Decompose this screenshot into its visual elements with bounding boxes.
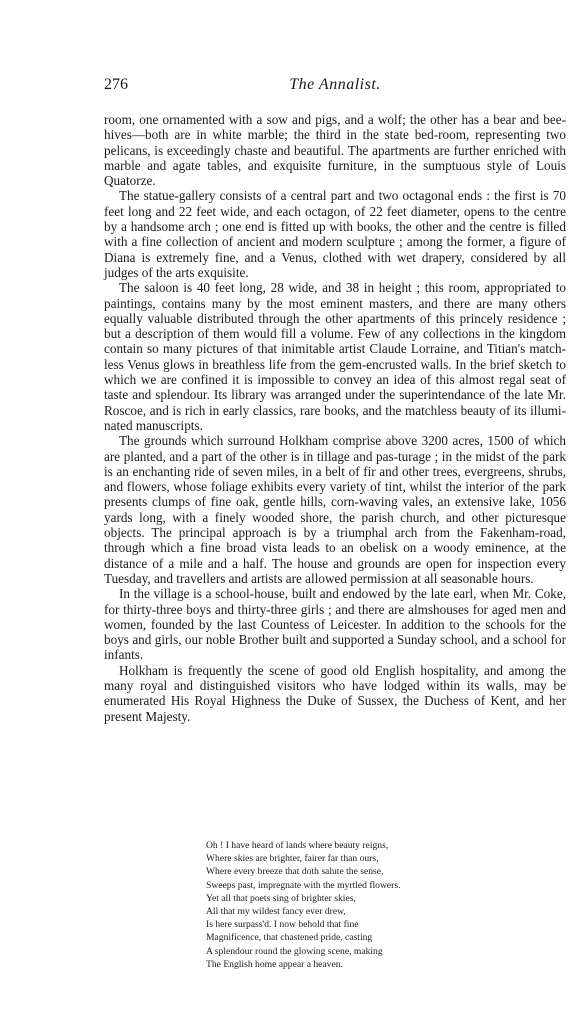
poem-line: All that my wildest fancy ever drew, xyxy=(206,906,346,918)
body-text xyxy=(104,112,566,724)
paragraph: Holkham is frequently the scene of good old English hospitality, and among the many royal and distinguished visitors who have lodged within its walls, may be enumerated His Royal Highness the Duke of Sussex, the Duchess of Kent, and her present Majesty. xyxy=(104,662,566,724)
page-number: 276 xyxy=(104,76,128,93)
poem-line: Oh ! I have heard of lands where beauty reigns, xyxy=(206,840,389,851)
poem-line: The English home appear a heaven. xyxy=(206,958,343,970)
paragraph: In the village is a school-house, built and endowed by the late earl, when Mr. Coke, for thirty-three boys and thirty-three girls ; and there are almshouses for aged men and women, founded by the last Countess of Leicester. In addition to the schools for the boys and girls, our noble Brother built and supported a Sunday school, and a school for infants. xyxy=(104,586,566,663)
poem-line: Where skies are brighter, fairer far than ours, xyxy=(206,853,379,865)
poem-line: Sweeps past, impregnate with the myrtled flowers. xyxy=(206,879,401,891)
paragraph: The grounds which surround Holkham comprise above 3200 acres, 1500 of which are planted, and a part of the other is in tillage and pas-turage ; in the midst of the park is an enchanting ride of seven miles, in a belt of fir and other trees, evergreens, shrubs, and flowers, whose foliage exhibits every variety of tint, whilst the interior of the park presents clumps of fine oak, gentle hills, corn-waving vales, an extensive lake, 1056 yards long, with a finely wooded shore, the parish church, and other picturesque objects. The principal approach is by a triumphal arch from the Fakenham-road, through which a fine broad vista leads to an obelisk on a woody eminence, at the distance of a mile and a half. The house and grounds are open for inspection every Tuesday, and travellers and artists are allowed permission at all seasonable hours. xyxy=(104,433,566,586)
poem-verse xyxy=(206,839,536,971)
poem-line: Is here surpass'd. I now behold that fine xyxy=(206,919,359,931)
page-header xyxy=(104,76,566,98)
poem-line: Yet all that poets sing of brighter skies, xyxy=(206,892,356,904)
poem-line: A splendour round the glowing scene, making xyxy=(206,945,383,957)
paragraph: room, one ornamented with a sow and pigs, and a wolf; the other has a bear and bee-hives—both are in white marble; the third in the state bed-room, representing two pelicans, is exceedingly chaste and beautiful. The apartments are further enriched with marble and agate tables, and exquisite furniture, in the sumptuous style of Louis Quatorze. xyxy=(104,112,566,189)
paragraph: The saloon is 40 feet long, 28 wide, and 38 in height ; this room, appropriated to paintings, contains many by the most eminent masters, and there are many others equally valuable distributed through the other apartments of this princely residence ; but a description of them would fill a volume. Few of any collections in the kingdom contain so many pictures of that inimitable artist Claude Lorraine, and Titian's match-less Venus glows in breathless life from the gem-encrusted walls. In the brief sketch to which we are confined it is impossible to convey an idea of this almost regal seat of taste and splendour. Its library was arranged under the superintendance of the late Mr. Roscoe, and is rich in early classics, rare books, and the matchless beauty of its illumi-nated manuscripts. xyxy=(104,280,566,433)
running-title: The Annalist. xyxy=(289,76,381,93)
poem-line: Where every breeze that doth salute the sense, xyxy=(206,866,384,878)
paragraph: The statue-gallery consists of a central part and two octagonal ends : the first is 70 feet long and 22 feet wide, and each octagon, of 22 feet diameter, opens to the centre by a handsome arch ; one end is fitted up with books, the other and the centre is filled with a fine collection of ancient and modern sculpture ; among the former, a figure of Diana is extremely fine, and a Venus, clothed with wet drapery, considered by all judges of the arts exquisite. xyxy=(104,188,566,280)
poem-line: Magnificence, that chastened pride, casting xyxy=(206,932,373,944)
